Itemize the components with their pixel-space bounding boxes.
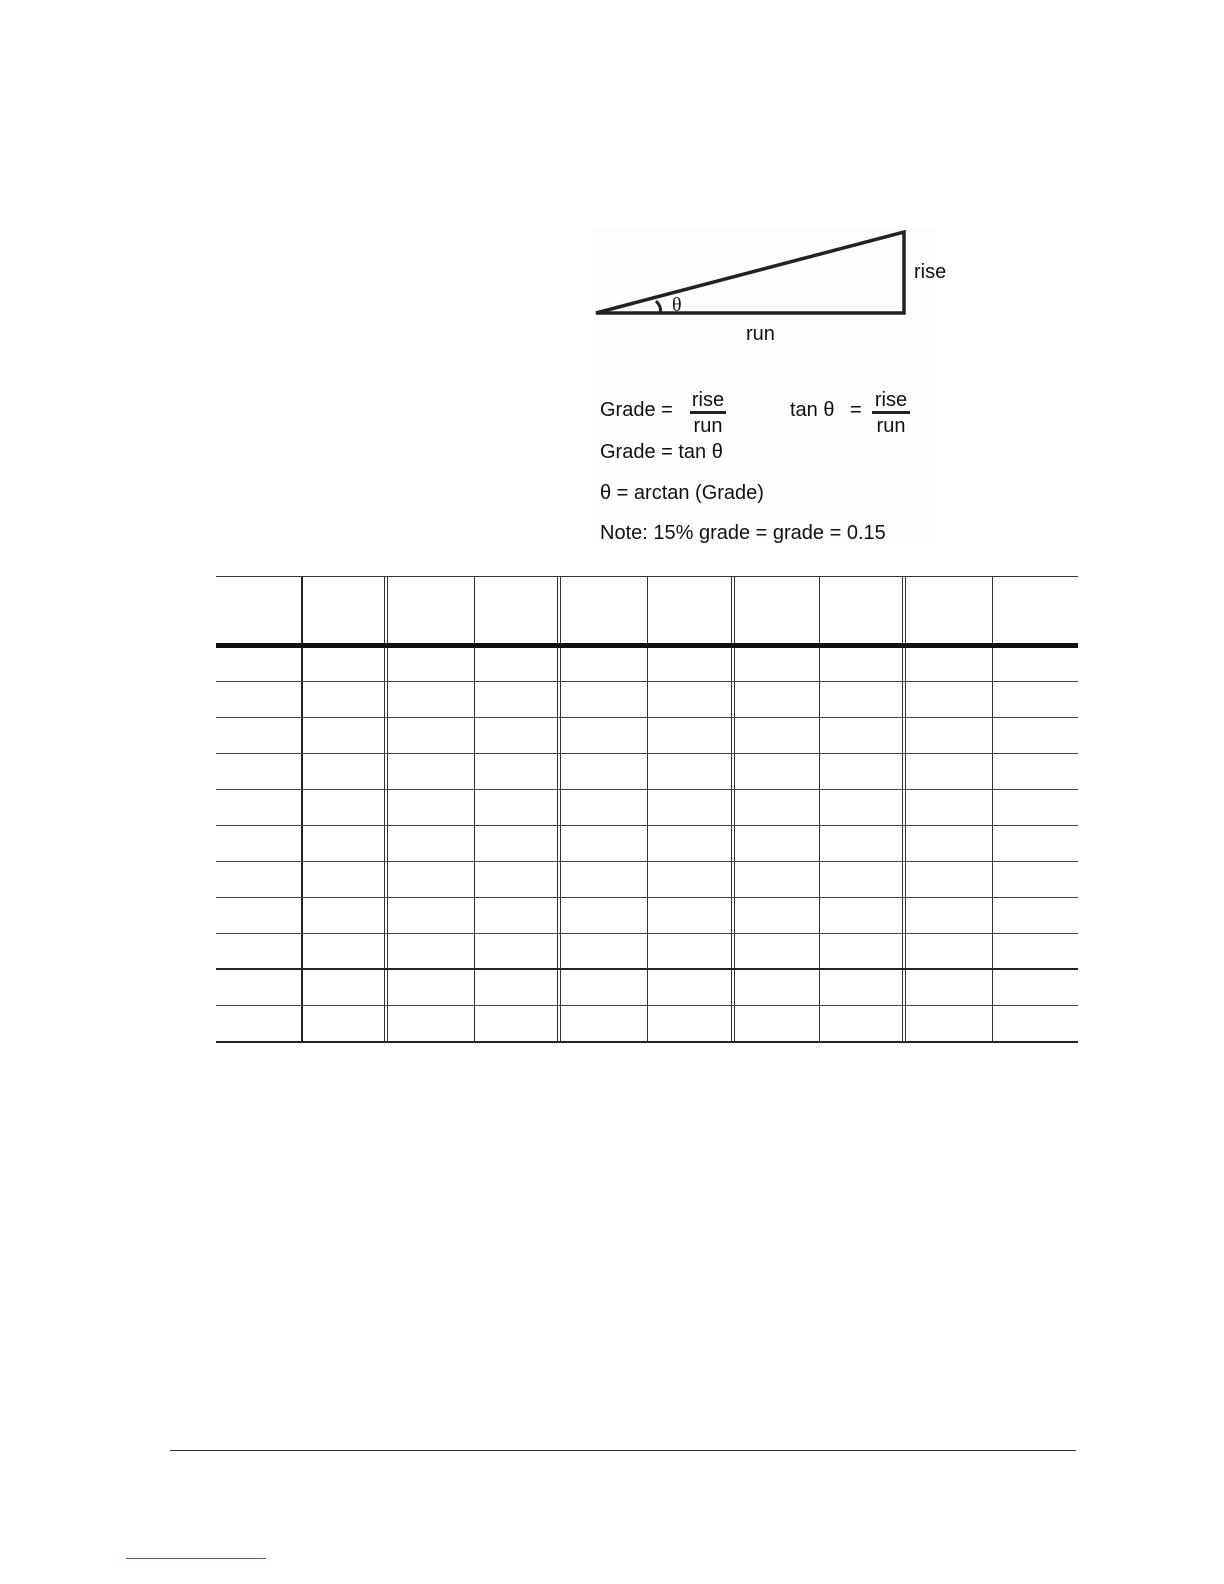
rise-label: rise xyxy=(914,261,947,283)
row-rule xyxy=(216,1005,1078,1006)
triangle-shape xyxy=(596,232,904,316)
header-rule xyxy=(216,643,1078,648)
fraction-numerator: rise xyxy=(872,390,910,414)
row-rule xyxy=(216,825,1078,826)
grade-equals-tan-line: Grade = tan θ xyxy=(600,441,723,463)
fraction-numerator: rise xyxy=(690,390,726,414)
angle-arc xyxy=(656,301,661,313)
data-table xyxy=(216,576,1078,1043)
rise-over-run-fraction-1 xyxy=(690,390,726,436)
grade-formula-prefix: Grade = xyxy=(600,399,673,421)
row-rule xyxy=(216,717,1078,718)
row-rule xyxy=(216,933,1078,934)
row-rule xyxy=(216,861,1078,862)
row-rule xyxy=(216,968,1078,970)
fraction-denominator: run xyxy=(693,415,723,437)
footnote-link-underline xyxy=(126,1558,266,1559)
row-rule xyxy=(216,681,1078,682)
tan-theta-prefix: tan θ xyxy=(790,399,835,421)
row-rule xyxy=(216,789,1078,790)
fraction-denominator: run xyxy=(876,415,906,437)
equals-sign: = xyxy=(850,399,862,421)
theta-label: θ xyxy=(672,294,682,316)
rise-over-run-fraction-2 xyxy=(872,390,910,436)
grade-triangle-diagram xyxy=(594,228,934,328)
footer-rule xyxy=(170,1450,1076,1451)
row-rule xyxy=(216,753,1078,754)
run-label: run xyxy=(746,323,775,345)
note-line: Note: 15% grade = grade = 0.15 xyxy=(600,522,886,544)
arctan-line: θ = arctan (Grade) xyxy=(600,482,764,504)
row-rule xyxy=(216,897,1078,898)
